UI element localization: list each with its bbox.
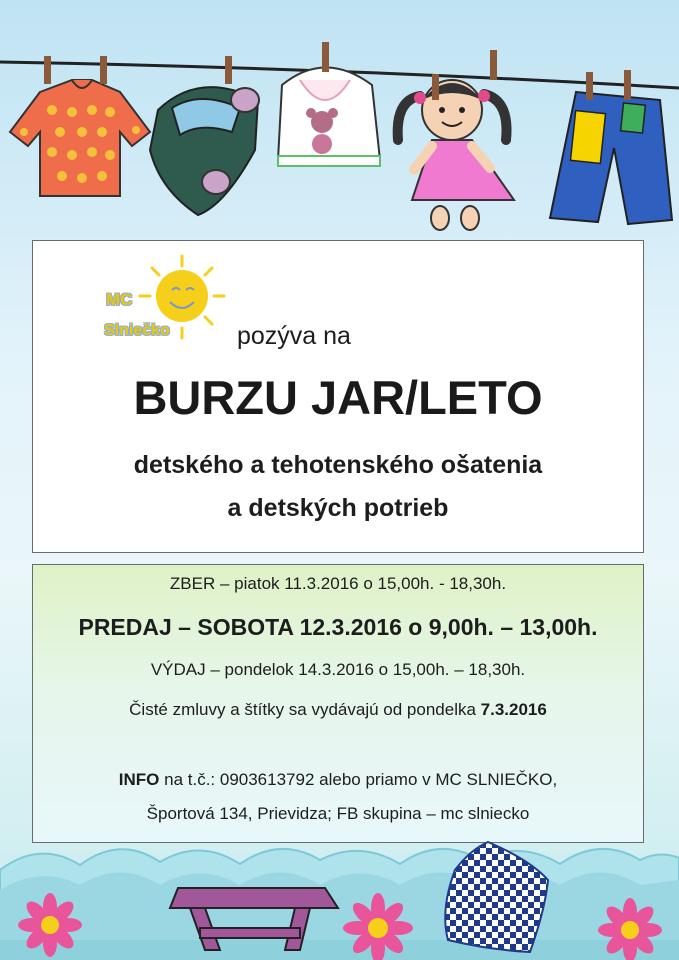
schedule-predaj: PREDAJ – SOBOTA 12.3.2016 o 9,00h. – 13,00h. xyxy=(78,614,598,640)
contracts-note xyxy=(32,700,644,720)
contracts-date: 7.3.2016 xyxy=(480,700,547,719)
bottom-illustration xyxy=(0,830,679,960)
schedule-vydaj: VÝDAJ – pondelok 14.3.2016 o 15,00h. – 18,30h. xyxy=(150,660,526,679)
jeans-icon xyxy=(550,70,672,224)
info-line-2: Športová 134, Prievidza; FB skupina – mc slniecko xyxy=(146,804,530,823)
info-contact: na t.č.: 0903613792 alebo priamo v MC SLNIEČKO, xyxy=(159,770,558,789)
info-label: INFO xyxy=(118,770,160,789)
subtitle-line-2: a detských potrieb xyxy=(227,494,449,522)
info-line-1 xyxy=(32,770,644,790)
invites-text: pozýva na xyxy=(237,322,351,350)
contracts-text: Čisté zmluvy a štítky sa vydávajú od pondelka xyxy=(129,700,481,719)
subtitle-line-1: detského a tehotenského ošatenia xyxy=(133,451,543,479)
event-title: BURZU JAR/LETO xyxy=(133,371,543,424)
clothesline-icon xyxy=(0,0,679,240)
sweater-icon xyxy=(10,56,150,196)
car-icon xyxy=(150,56,259,215)
logo-name: Slniečko xyxy=(104,322,170,339)
bib-icon xyxy=(278,42,380,166)
schedule-zber: ZBER – piatok 11.3.2016 o 15,00h. - 18,30h. xyxy=(169,574,507,593)
logo-mc: MC xyxy=(106,290,133,309)
